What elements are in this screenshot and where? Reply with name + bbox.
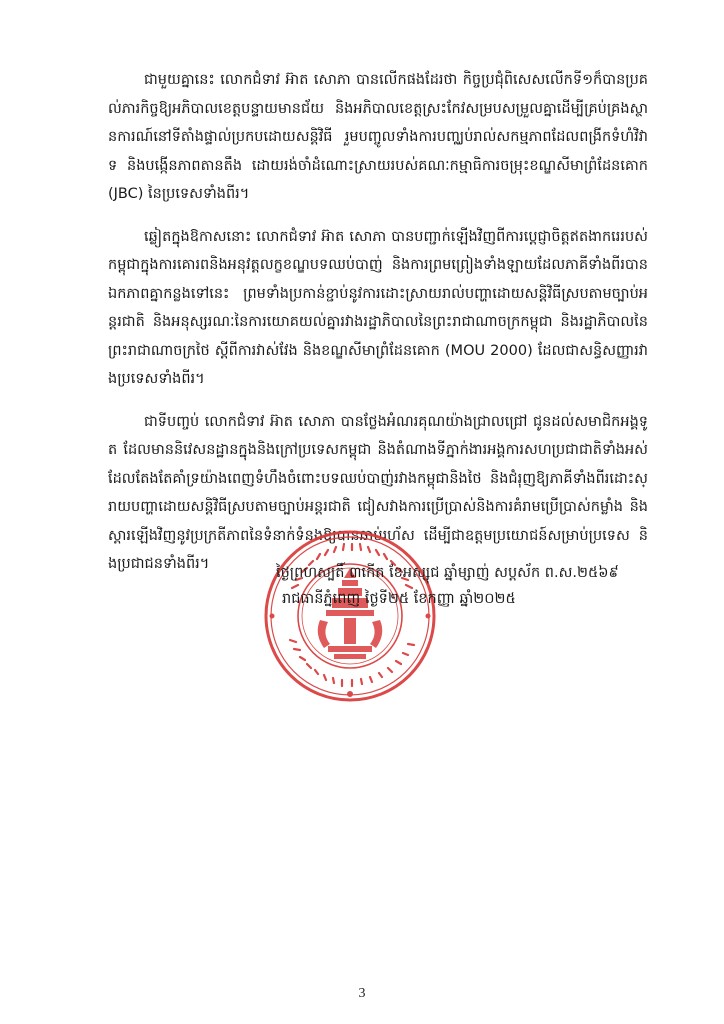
- paragraph-1: ជាមួយគ្នានេះ លោកជំទាវ អ៊ាត សោភា បានលើកផងដែរថា កិច្ចប្រជុំពិសេសលើកទី១ក៏បានប្រគល់ភារកិច្ចឱ្យអភិបាលខេត្តបន្ទាយមានជ័យ និងអភិបាលខេត្តស្រះកែវសម្របសម្រួលគ្នាដើម្បីគ្រប់គ្រងស្ថានការណ៍នៅទីតាំងផ្ទាល់ប្រកបដោយសន្តិវិធី រួមបញ្ចូលទាំងការបញ្ឈប់រាល់សកម្មភាពដែលពង្រីកទំហំវិវាទ និងបង្កើនភាពតានតឹង ដោយរង់ចាំដំណោះស្រាយរបស់គណៈកម្មាធិការចម្រុះខណ្ឌសីមាព្រំដែនគោក (JBC) នៃប្រទេសទាំងពីរ។: [108, 72, 648, 202]
- paragraph-3: ជាទីបញ្ចប់ លោកជំទាវ អ៊ាត សោភា បានថ្លែងអំណរគុណយ៉ាងជ្រាលជ្រៅ ជូនដល់សមាជិកអង្គទូត ដែលមាននិវេសនដ្ឋានក្នុងនិងក្រៅប្រទេសកម្ពុជា និងតំណាងទីភ្នាក់ងារអង្គការសហប្រជាជាតិទាំងអស់ ដែលតែងតែគាំទ្រយ៉ាងពេញទំហឹងចំពោះបទឈប់បាញ់រវាងកម្ពុជានិងថៃ និងជំរុញឱ្យភាគីទាំងពីរដោះស្រាយបញ្ហាដោយសន្តិវិធីស្របតាមច្បាប់អន្តរជាតិ ជៀសវាងការប្រើប្រាស់និងការគំរាមប្រើប្រាស់កម្លាំង និងស្តារឡើងវិញនូវប្រក្រតីភាពនៃទំនាក់ទំនងឱ្យបានឆាប់រហ័ស ដើម្បីជាឧត្តមប្រយោជន៍សម្រាប់ប្រទេស និងប្រជាជនទាំងពីរ។: [108, 413, 648, 572]
- solar-date: រាជធានីភ្នំពេញ ថ្ងៃទី២៥ ខែកញ្ញា ឆ្នាំ២០២៥: [282, 591, 516, 607]
- lunar-date: ថ្ងៃព្រហស្បតិ៍ ៣កើត ខែអស្សុជ ឆ្នាំម្សាញ់ សប្តស័ក ព.ស.២៥៦៩: [276, 565, 619, 581]
- paragraph-2: ឆ្លៀតក្នុងឱកាសនោះ លោកជំទាវ អ៊ាត សោភា បានបញ្ជាក់ឡើងវិញពីការប្តេជ្ញាចិត្តឥតងាករេរបស់កម្ពុជាក្នុងការគោរពនិងអនុវត្តលក្ខខណ្ឌបទឈប់បាញ់ និងការព្រមព្រៀងទាំងឡាយដែលភាគីទាំងពីរបានឯកភាពគ្នាកន្លងទៅនេះ ព្រមទាំងប្រកាន់ខ្ជាប់នូវការដោះស្រាយរាល់បញ្ហាដោយសន្តិវិធីស្របតាមច្បាប់អន្តរជាតិ និងអនុស្សរណៈនៃការយោគយល់គ្នារវាងរដ្ឋាភិបាលនៃព្រះរាជាណាចក្រកម្ពុជា និងរដ្ឋាភិបាលនៃព្រះរាជាណាចក្រថៃ ស្តីពីការវាស់វែង និងខណ្ឌសីមាព្រំដែនគោក (MOU 2000) ដែលជាសន្ធិសញ្ញារវាងប្រទេសទាំងពីរ។: [108, 228, 648, 387]
- signature-block: [276, 560, 696, 612]
- official-seal: [262, 528, 438, 704]
- page-number: 3: [358, 986, 366, 1001]
- body-text: [108, 66, 648, 593]
